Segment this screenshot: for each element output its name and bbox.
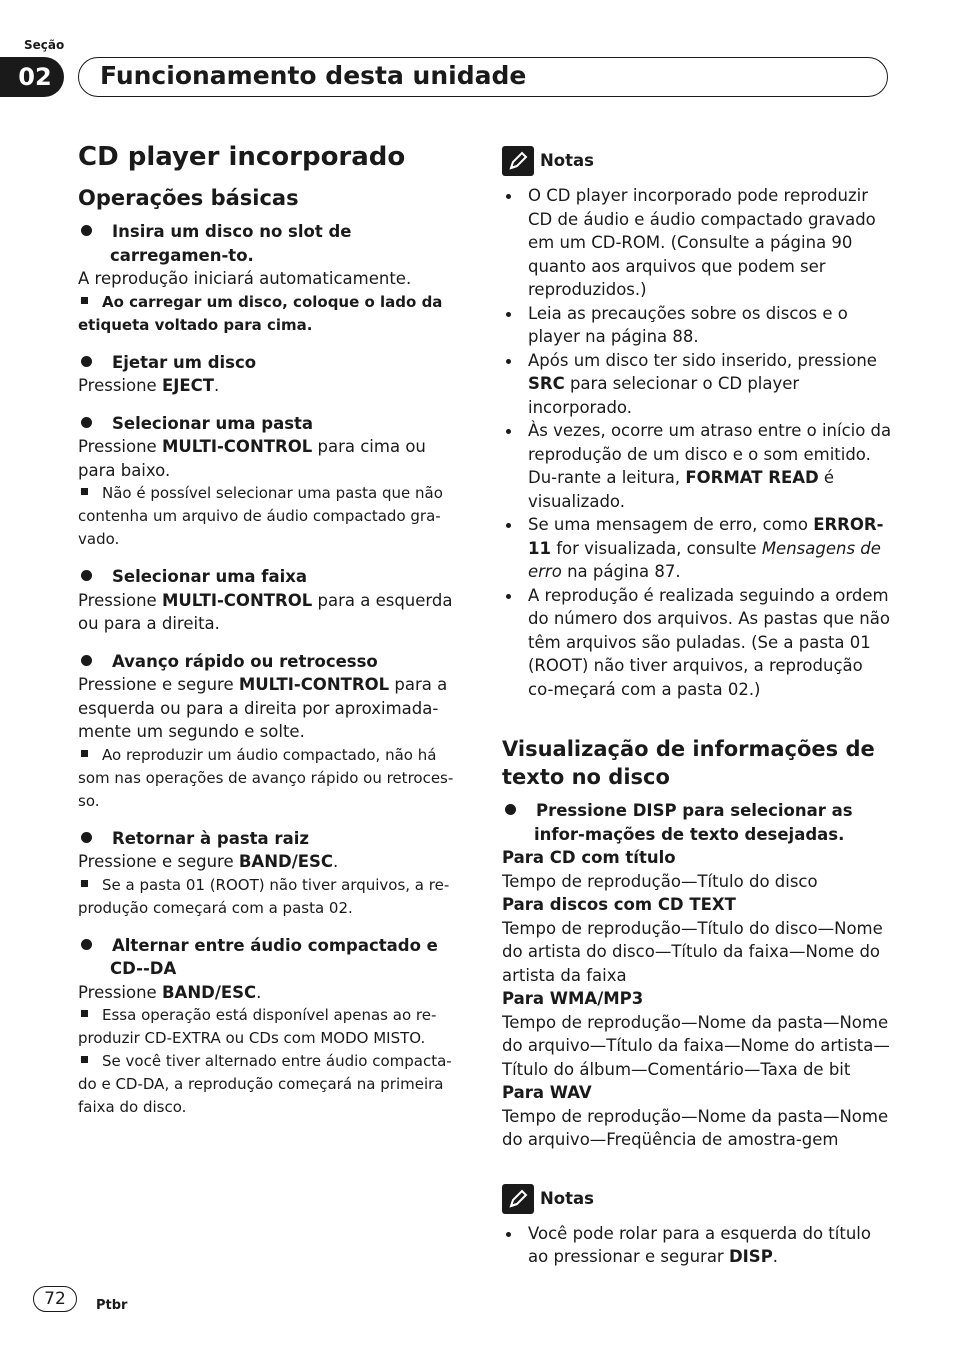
op-note-text: Ao carregar um disco, coloque o lado da etiqueta voltado para cima. — [78, 292, 443, 334]
page-number: 72 — [33, 1286, 77, 1312]
bold-term: MULTI-CONTROL — [238, 675, 390, 694]
op-body — [78, 435, 466, 482]
pencil-note-icon — [502, 1184, 534, 1214]
text-run: for visualizada, consulte — [550, 538, 762, 558]
op-heading-text: Selecionar uma faixa — [112, 567, 308, 586]
op-note-text: Não é possível selecionar uma pasta que não contenha um arquivo de áudio compactado gra-vado. — [78, 484, 443, 548]
op-note — [78, 1050, 466, 1119]
text-run: Leia as precauções sobre os discos e o player na página 88. — [528, 303, 848, 346]
op-body — [78, 850, 466, 874]
op-note-text: Essa operação está disponível apenas ao re-produzir CD-EXTRA ou CDs com MODO MISTO. — [78, 1006, 437, 1047]
notes-list — [502, 184, 892, 701]
pencil-note-icon — [502, 146, 534, 176]
bold-term: MULTI-CONTROL — [161, 590, 313, 610]
text-run: Pressione e segure — [78, 852, 239, 871]
op-note — [78, 1004, 466, 1050]
bullet-dot — [81, 832, 92, 843]
square-bullet — [81, 297, 88, 304]
bullet-dot — [81, 939, 92, 950]
spacer — [78, 551, 466, 565]
op-heading — [78, 827, 466, 851]
bullet-dot — [81, 225, 92, 236]
page-title: CD player incorporado — [78, 142, 406, 172]
left-column — [78, 140, 466, 1119]
text-run: . — [214, 376, 220, 395]
op-note — [78, 482, 466, 551]
spacer — [78, 813, 466, 827]
format-sequence: Tempo de reprodução—Título do disco — [502, 871, 818, 891]
format-label: Para WAV — [502, 1083, 592, 1102]
text-run: . — [256, 982, 262, 1002]
text-run: Pressione — [78, 437, 162, 456]
op-heading-disp — [502, 799, 892, 846]
op-note — [78, 291, 466, 337]
op-heading — [78, 412, 466, 436]
square-bullet — [81, 1010, 88, 1017]
text-run: Pressione — [78, 982, 162, 1002]
text-run: . — [333, 852, 339, 871]
chapter-title: Funcionamento desta unidade — [100, 61, 527, 90]
bold-term: ERROR-11 — [528, 515, 884, 558]
note-item — [502, 419, 892, 513]
op-body — [78, 981, 466, 1005]
text-run: é visualizado. — [528, 468, 835, 511]
op-body — [78, 673, 466, 744]
bullet-dot — [81, 655, 92, 666]
spacer — [78, 398, 466, 412]
op-heading — [78, 650, 466, 674]
op-body — [78, 589, 466, 636]
note-item — [502, 349, 892, 420]
op-heading-text: Selecionar uma pasta — [112, 413, 314, 433]
bold-term: BAND/ESC — [238, 852, 334, 871]
note-item — [502, 513, 892, 584]
text-run: para selecionar o CD player incorporado. — [528, 374, 800, 417]
text-run: para a esquerda ou para a direita. — [78, 590, 453, 633]
op-heading — [78, 220, 466, 267]
notes-title: Notas — [540, 1188, 594, 1208]
op-note-text: Ao reproduzir um áudio compactado, não há som nas operações de avanço rápido ou retroces-so. — [78, 745, 454, 810]
op-note — [78, 744, 466, 813]
op-heading-text: Insira um disco no slot de carregamen-to. — [110, 222, 352, 265]
operations-list — [78, 220, 466, 1119]
text-run: para cima ou para baixo. — [78, 437, 426, 480]
format-label: Para WMA/MP3 — [502, 989, 644, 1008]
spacer — [78, 636, 466, 650]
note-item — [502, 1222, 892, 1269]
notes-title: Notas — [540, 151, 594, 171]
section-title-text-info: Visualização de informações de texto no disco — [502, 737, 875, 789]
op-body — [78, 374, 466, 398]
text-run: . — [772, 1247, 779, 1266]
notes-list-2 — [502, 1222, 892, 1269]
op-heading-text: Retornar à pasta raiz — [112, 828, 309, 848]
section-title-basic-operations: Operações básicas — [78, 186, 299, 210]
bold-term: MULTI-CONTROL — [161, 437, 313, 456]
op-heading — [78, 565, 466, 589]
bullet-dot — [81, 356, 92, 367]
text-run: Após um disco ter sido inserido, pressione — [528, 350, 877, 370]
op-body: A reprodução iniciará automaticamente. — [78, 269, 412, 288]
square-bullet — [81, 1056, 88, 1063]
note-item — [502, 184, 892, 302]
bullet-dot — [81, 570, 92, 581]
op-heading — [78, 351, 466, 375]
text-run: A reprodução é realizada seguindo a ordem do número dos arquivos. As pastas que não têm arquivos são puladas. (Se a pasta 01 (ROOT) não tiver arquivos, a reprodução co-meçará com a pasta 02.) — [528, 585, 890, 699]
op-heading-text: Alternar entre áudio compactado e CD--DA — [110, 935, 438, 978]
bullet-dot — [81, 417, 92, 428]
spacer — [78, 337, 466, 351]
section-number-badge: 02 — [0, 57, 64, 97]
notes-header-2 — [502, 1184, 892, 1214]
text-run: Pressione — [78, 590, 162, 610]
note-item — [502, 302, 892, 349]
bold-term: FORMAT READ — [685, 468, 819, 487]
text-run: O CD player incorporado pode reproduzir CD de áudio e áudio compactado gravado em um CD-ROM. (Consulte a página 90 quanto aos arquivos que podem ser reproduzidos.) — [528, 186, 876, 299]
language-code: Ptbr — [96, 1298, 128, 1313]
bold-term: SRC — [528, 374, 565, 393]
format-sequence: Tempo de reprodução—Nome da pasta—Nome do arquivo—Título da faixa—Nome do artista—Título do álbum—Comentário—Taxa de bit — [502, 1012, 890, 1079]
italic-ref: Mensagens de erro — [528, 538, 881, 581]
op-note-text: Se a pasta 01 (ROOT) não tiver arquivos, a re-produção começará com a pasta 02. — [78, 875, 450, 917]
bold-term: EJECT — [161, 376, 215, 395]
note-item — [502, 584, 892, 702]
right-column — [502, 140, 892, 1269]
bullet-dot — [505, 804, 516, 815]
section-label: Seção — [24, 38, 65, 52]
format-sequence: Tempo de reprodução—Nome da pasta—Nome do arquivo—Freqüência de amostra-gem — [502, 1106, 889, 1149]
text-run: Você pode rolar para a esquerda do título ao pressionar e segurar — [528, 1223, 871, 1266]
format-label: Para discos com CD TEXT — [502, 895, 736, 914]
format-label: Para CD com título — [502, 848, 676, 867]
text-run: Pressione — [78, 376, 162, 395]
op-heading-text: Ejetar um disco — [112, 352, 257, 372]
text-run: na página 87. — [561, 562, 681, 581]
bold-term: BAND/ESC — [161, 982, 257, 1002]
op-heading — [78, 934, 466, 981]
square-bullet — [81, 488, 88, 495]
text-run: para a esquerda ou para a direita por aproximada-mente um segundo e solte. — [78, 675, 448, 741]
square-bullet — [81, 880, 88, 887]
spacer — [78, 920, 466, 934]
op-note-text: Se você tiver alternado entre áudio compacta-do e CD-DA, a reprodução começará na primeira faixa do disco. — [78, 1052, 452, 1116]
text-run: Às vezes, ocorre um atraso entre o início da reprodução de um disco e o som emitido. Du-rante a leitura, — [528, 421, 892, 487]
square-bullet — [81, 750, 88, 757]
format-sequence: Tempo de reprodução—Título do disco—Nome do artista do disco—Título da faixa—Nome do artista da faixa — [502, 918, 883, 985]
op-heading-text: Pressione DISP para selecionar as infor-mações de texto desejadas. — [534, 801, 853, 844]
bold-term: DISP — [728, 1247, 773, 1266]
op-heading-text: Avanço rápido ou retrocesso — [112, 651, 378, 671]
notes-header — [502, 146, 892, 176]
text-run: Pressione e segure — [78, 675, 239, 694]
op-note — [78, 874, 466, 920]
text-run: Se uma mensagem de erro, como — [528, 515, 814, 534]
formats-list — [502, 846, 892, 1152]
